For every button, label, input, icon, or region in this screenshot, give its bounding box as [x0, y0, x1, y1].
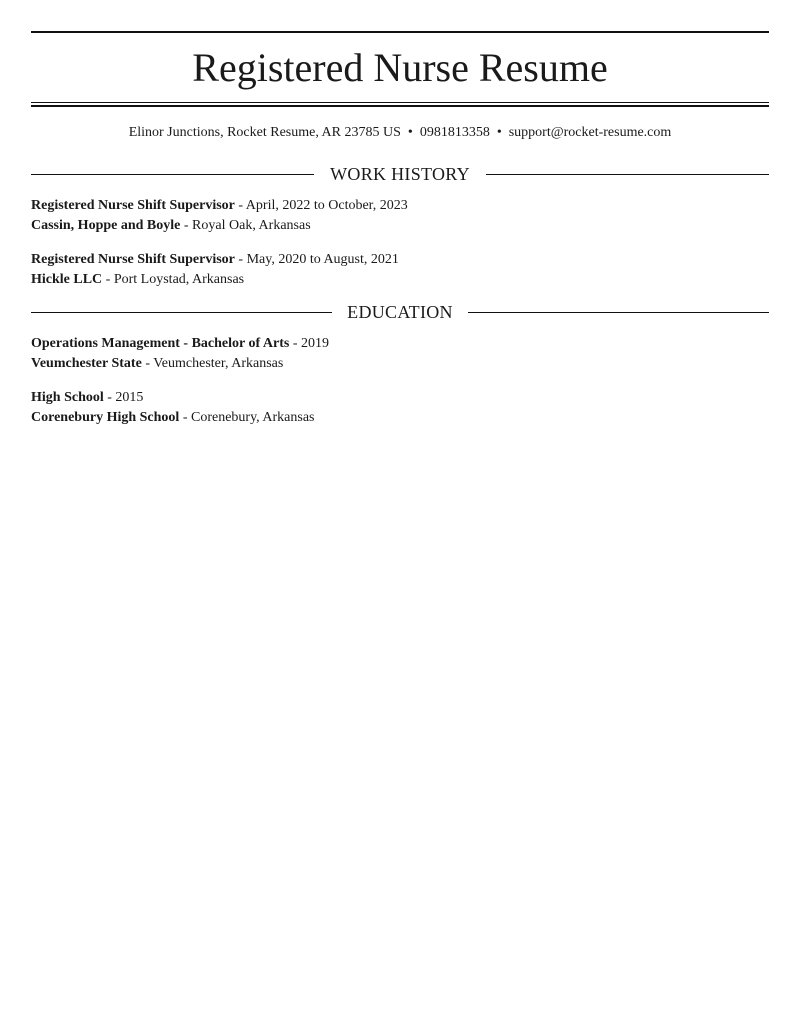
job-location: Port Loystad, Arkansas: [113, 271, 245, 287]
title-rule-thin: [31, 102, 769, 103]
degree: High School: [31, 390, 104, 405]
dash: -: [180, 217, 193, 233]
contact-phone: 0981813358: [419, 125, 490, 140]
education-entry-school-row: [31, 408, 769, 428]
school-name: Veumchester State: [31, 355, 142, 371]
job-dates: May, 2020 to August, 2021: [246, 252, 399, 267]
contact-email: support@rocket-resume.com: [508, 125, 672, 140]
job-employer: Hickle LLC: [31, 271, 103, 287]
education-entry: [31, 334, 769, 373]
resume-title: Registered Nurse Resume: [192, 45, 608, 90]
dash: -: [141, 355, 154, 371]
job-employer: Cassin, Hoppe and Boyle: [31, 217, 181, 233]
section-title: WORK HISTORY: [330, 164, 470, 184]
work-entry-employer-row: [31, 216, 769, 236]
section-rule-left: [31, 174, 314, 175]
job-dates: April, 2022 to October, 2023: [245, 198, 408, 213]
work-history-heading: [31, 163, 769, 185]
degree: Operations Management - Bachelor of Arts: [31, 336, 290, 351]
work-entry-title-row: [31, 196, 769, 216]
work-entry-employer-row: [31, 270, 769, 290]
dash: -: [103, 390, 116, 405]
contact-separator: •: [496, 125, 502, 140]
section-rule-left: [31, 312, 332, 313]
contact-separator: •: [407, 125, 413, 140]
contact-line: [31, 124, 769, 142]
section-title: EDUCATION: [347, 302, 453, 322]
education-entry: [31, 388, 769, 427]
school-location: Corenebury, Arkansas: [190, 409, 315, 425]
education-heading: [31, 301, 769, 323]
graduation-year: 2015: [115, 390, 144, 405]
education-entry-degree-row: [31, 388, 769, 408]
work-entry-title-row: [31, 250, 769, 270]
work-entry: [31, 250, 769, 289]
job-location: Royal Oak, Arkansas: [192, 217, 311, 233]
dash: -: [102, 271, 114, 287]
school-location: Veumchester, Arkansas: [153, 355, 284, 371]
education-entry-school-row: [31, 354, 769, 374]
dash: -: [234, 252, 247, 267]
title-rule-thick: [31, 105, 769, 107]
school-name: Corenebury High School: [31, 409, 180, 425]
work-entry: [31, 196, 769, 235]
dash: -: [234, 198, 246, 213]
section-rule-right: [468, 312, 769, 313]
section-rule-right: [486, 174, 769, 175]
education-entry-degree-row: [31, 334, 769, 354]
graduation-year: 2019: [301, 336, 329, 351]
dash: -: [289, 336, 301, 351]
contact-address: Elinor Junctions, Rocket Resume, AR 23785 US: [128, 125, 401, 140]
job-position: Registered Nurse Shift Supervisor: [31, 198, 235, 213]
top-rule: [31, 31, 769, 33]
dash: -: [179, 409, 191, 425]
job-position: Registered Nurse Shift Supervisor: [31, 252, 235, 267]
